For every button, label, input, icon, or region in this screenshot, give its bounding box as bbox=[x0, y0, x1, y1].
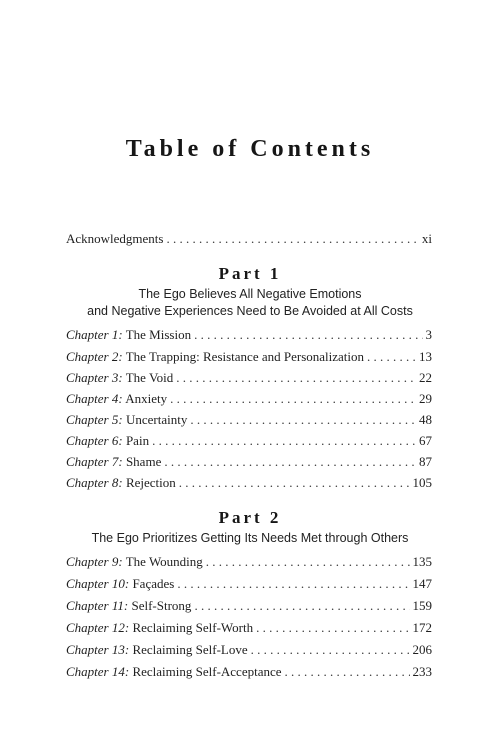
chapter-title: Rejection bbox=[125, 475, 176, 490]
chapter-title: The Wounding bbox=[125, 554, 203, 569]
chapter-number: Chapter 13: bbox=[66, 642, 130, 657]
chapter-number: Chapter 7: bbox=[66, 454, 123, 469]
chapter-number: Chapter 8: bbox=[66, 475, 123, 490]
toc-entry-chapter-2 bbox=[66, 348, 432, 366]
chapter-number: Chapter 4: bbox=[66, 391, 123, 406]
toc-page-number: 105 bbox=[412, 475, 432, 490]
part-1-subtitle-line2: and Negative Experiences Need to Be Avoided at All Costs bbox=[87, 304, 413, 318]
toc-entry-chapter-6 bbox=[66, 432, 432, 450]
chapter-number: Chapter 9: bbox=[66, 554, 123, 569]
dot-leader bbox=[164, 453, 416, 471]
part-1-heading: Part 1 bbox=[218, 264, 282, 283]
toc-page-number: 172 bbox=[412, 620, 432, 635]
toc-page-number: 206 bbox=[412, 642, 432, 657]
toc-entry-chapter-3 bbox=[66, 369, 432, 387]
toc-entry-chapter-1 bbox=[66, 326, 432, 344]
toc-page-number: 22 bbox=[419, 370, 432, 385]
toc-page-number: 29 bbox=[419, 391, 432, 406]
dot-leader bbox=[285, 663, 410, 681]
chapter-title: The Void bbox=[125, 370, 174, 385]
chapter-title: Façades bbox=[132, 576, 175, 591]
dot-leader bbox=[170, 390, 416, 408]
dot-leader bbox=[177, 575, 409, 593]
chapter-title: Reclaiming Self-Love bbox=[132, 642, 248, 657]
chapter-title: Reclaiming Self-Worth bbox=[132, 620, 254, 635]
toc-entry-chapter-8 bbox=[66, 474, 432, 492]
part-2-subtitle-line1: The Ego Prioritizes Getting Its Needs Met through Others bbox=[91, 531, 409, 545]
chapter-number: Chapter 6: bbox=[66, 433, 123, 448]
chapter-number: Chapter 5: bbox=[66, 412, 123, 427]
toc-entry-chapter-13 bbox=[66, 641, 432, 659]
dot-leader bbox=[179, 474, 410, 492]
toc-page-number: 3 bbox=[425, 327, 432, 342]
toc-entry-chapter-11 bbox=[66, 597, 432, 615]
chapter-title: Uncertainty bbox=[125, 412, 188, 427]
toc-entry-chapter-14 bbox=[66, 663, 432, 681]
toc-entry-chapter-4 bbox=[66, 390, 432, 408]
toc-page-number: 87 bbox=[419, 454, 432, 469]
dot-leader bbox=[194, 597, 409, 615]
dot-leader bbox=[206, 553, 410, 571]
toc-entry-chapter-7 bbox=[66, 453, 432, 471]
part-1-subtitle-line1: The Ego Believes All Negative Emotions bbox=[138, 287, 362, 301]
page-title: Table of Contents bbox=[125, 136, 375, 162]
chapter-number: Chapter 10: bbox=[66, 576, 130, 591]
part-2-heading: Part 2 bbox=[218, 508, 282, 527]
toc-page-number: 135 bbox=[412, 554, 432, 569]
dot-leader bbox=[367, 348, 416, 366]
chapter-title: Self-Strong bbox=[131, 598, 192, 613]
toc-entry-chapter-9 bbox=[66, 553, 432, 571]
chapter-number: Chapter 11: bbox=[66, 598, 129, 613]
toc-page-number: 13 bbox=[419, 349, 432, 364]
chapter-title: Pain bbox=[125, 433, 150, 448]
dot-leader bbox=[152, 432, 416, 450]
dot-leader bbox=[194, 326, 422, 344]
dot-leader bbox=[256, 619, 409, 637]
dot-leader bbox=[176, 369, 416, 387]
chapter-number: Chapter 3: bbox=[66, 370, 123, 385]
chapter-number: Chapter 12: bbox=[66, 620, 130, 635]
toc-page-number: 233 bbox=[412, 664, 432, 679]
chapter-number: Chapter 14: bbox=[66, 664, 130, 679]
toc-page-number: 147 bbox=[412, 576, 432, 591]
chapter-number: Chapter 1: bbox=[66, 327, 123, 342]
toc-page-number: 48 bbox=[419, 412, 432, 427]
toc-entry-chapter-5 bbox=[66, 411, 432, 429]
toc-entry-label: Acknowledgments bbox=[66, 231, 164, 246]
chapter-title: Reclaiming Self-Acceptance bbox=[132, 664, 282, 679]
chapter-title: The Trapping: Resistance and Personalization bbox=[125, 349, 365, 364]
chapter-title: The Mission bbox=[125, 327, 192, 342]
chapter-title: Shame bbox=[125, 454, 162, 469]
dot-leader bbox=[251, 641, 410, 659]
toc-entry-acknowledgments bbox=[66, 230, 432, 248]
dot-leader bbox=[166, 230, 418, 248]
dot-leader bbox=[190, 411, 416, 429]
toc-entry-chapter-12 bbox=[66, 619, 432, 637]
chapter-title: Anxiety bbox=[125, 391, 168, 406]
chapter-number: Chapter 2: bbox=[66, 349, 123, 364]
toc-page-number: 67 bbox=[419, 433, 432, 448]
toc-page-number: 159 bbox=[412, 598, 432, 613]
toc-entry-chapter-10 bbox=[66, 575, 432, 593]
toc-page-number: xi bbox=[421, 231, 432, 246]
